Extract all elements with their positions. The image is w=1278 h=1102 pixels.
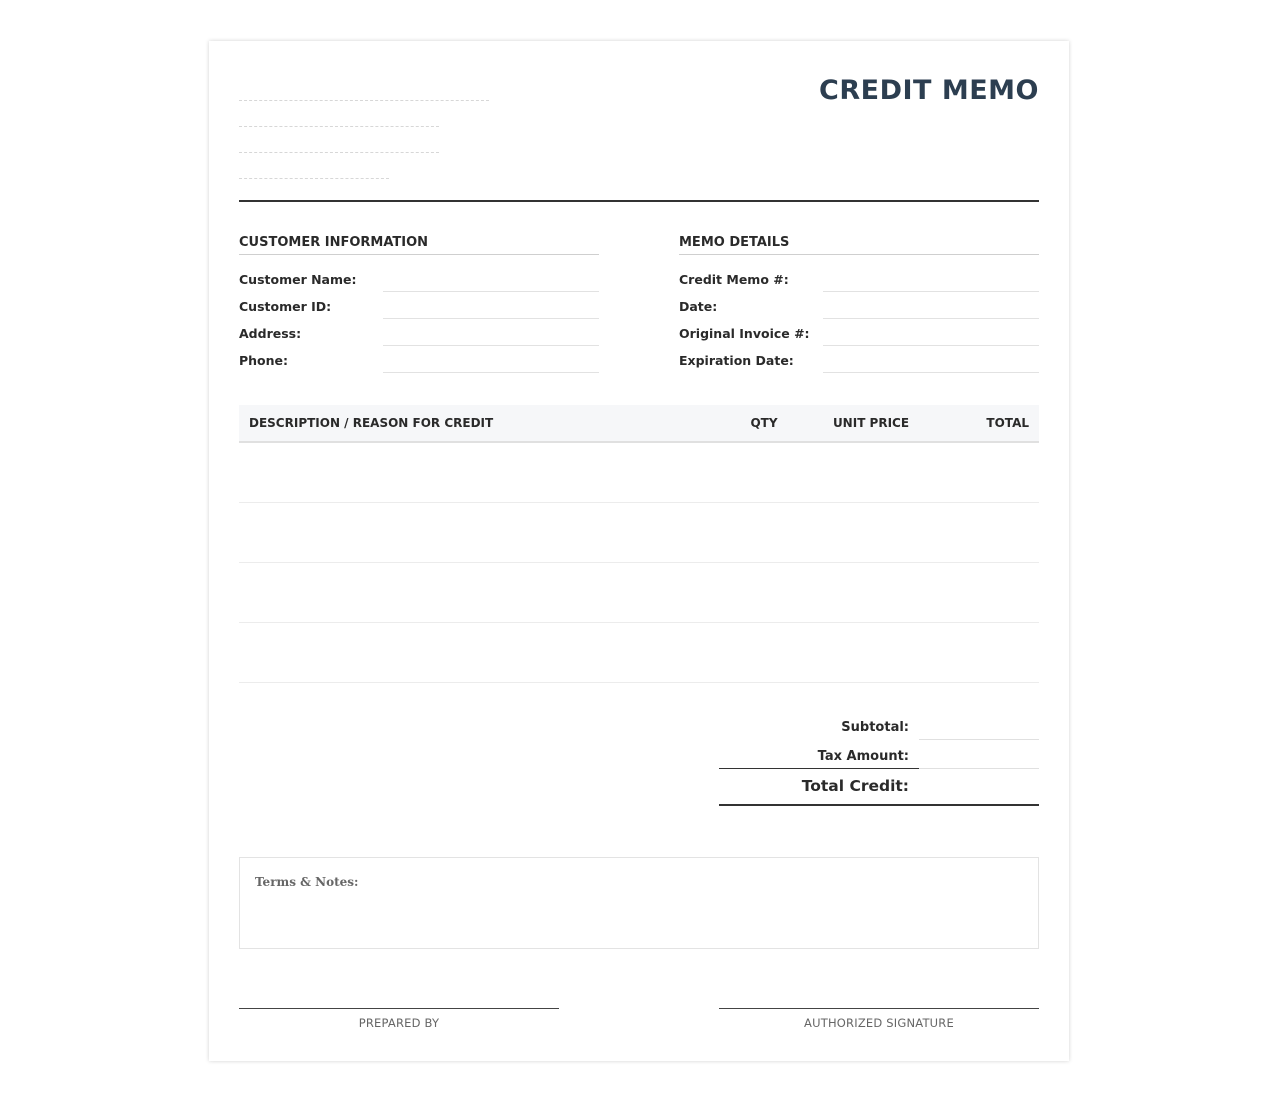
memo-details-heading: MEMO DETAILS <box>679 234 1039 255</box>
customer-address-label: Address: <box>239 326 302 341</box>
expiration-date-row <box>679 336 1039 368</box>
company-address-line[interactable] <box>239 126 439 127</box>
authorized-signature <box>719 1008 1039 1030</box>
tax-amount-label: Tax Amount: <box>817 749 909 764</box>
authorized-signature-line[interactable] <box>719 1008 1039 1009</box>
total-cell[interactable] <box>939 563 1039 623</box>
customer-id-row <box>239 282 599 314</box>
total-credit-row <box>719 769 1039 806</box>
company-name-line[interactable] <box>239 100 489 101</box>
customer-name-row <box>239 255 599 287</box>
description-cell[interactable] <box>239 503 725 563</box>
unit-price-cell[interactable] <box>803 623 939 683</box>
company-phone-line[interactable] <box>239 178 389 179</box>
qty-cell[interactable] <box>725 503 803 563</box>
unit-price-cell[interactable] <box>803 442 939 503</box>
customer-name-label: Customer Name: <box>239 272 357 287</box>
total-cell[interactable] <box>939 623 1039 683</box>
description-cell[interactable] <box>239 563 725 623</box>
customer-phone-label: Phone: <box>239 353 289 368</box>
expiration-date-field[interactable] <box>823 372 1039 373</box>
table-row <box>239 563 1039 623</box>
customer-information-section <box>239 234 599 368</box>
unit-price-cell[interactable] <box>803 563 939 623</box>
total-cell[interactable] <box>939 503 1039 563</box>
memo-details-section <box>679 234 1039 368</box>
qty-cell[interactable] <box>725 442 803 503</box>
original-invoice-row <box>679 309 1039 341</box>
table-row <box>239 623 1039 683</box>
tax-amount-row <box>719 740 1039 769</box>
unit-price-cell[interactable] <box>803 503 939 563</box>
credit-memo-number-label: Credit Memo #: <box>679 272 789 287</box>
unit-price-column-header: UNIT PRICE <box>803 405 939 442</box>
total-cell[interactable] <box>939 442 1039 503</box>
memo-date-row <box>679 282 1039 314</box>
terms-notes-label: Terms & Notes: <box>255 875 359 889</box>
page-content <box>239 41 1039 1061</box>
customer-information-heading: CUSTOMER INFORMATION <box>239 234 599 255</box>
credit-memo-page <box>209 41 1069 1061</box>
qty-column-header: QTY <box>725 405 803 442</box>
company-city-line[interactable] <box>239 152 439 153</box>
expiration-date-label: Expiration Date: <box>679 353 794 368</box>
total-column-header: TOTAL <box>939 405 1039 442</box>
original-invoice-label: Original Invoice #: <box>679 326 810 341</box>
total-credit-label: Total Credit: <box>801 777 909 795</box>
prepared-by-line[interactable] <box>239 1008 559 1009</box>
memo-date-label: Date: <box>679 299 718 314</box>
subtotal-row <box>719 711 1039 740</box>
prepared-by-label: PREPARED BY <box>358 1016 440 1030</box>
credit-items-table <box>239 405 1039 683</box>
qty-cell[interactable] <box>725 623 803 683</box>
totals-block <box>719 711 1039 806</box>
description-cell[interactable] <box>239 442 725 503</box>
credit-memo-number-row <box>679 255 1039 287</box>
header-divider <box>239 200 1039 202</box>
total-credit-field[interactable] <box>919 769 1039 804</box>
table-header-row <box>239 405 1039 442</box>
customer-phone-row <box>239 336 599 368</box>
authorized-signature-label: AUTHORIZED SIGNATURE <box>804 1016 954 1030</box>
description-column-header: DESCRIPTION / REASON FOR CREDIT <box>239 405 725 442</box>
terms-notes-box[interactable] <box>239 857 1039 949</box>
qty-cell[interactable] <box>725 563 803 623</box>
subtotal-label: Subtotal: <box>841 720 909 735</box>
customer-id-label: Customer ID: <box>239 299 332 314</box>
document-title: CREDIT MEMO <box>819 75 1039 106</box>
table-row <box>239 503 1039 563</box>
table-row <box>239 442 1039 503</box>
customer-phone-field[interactable] <box>383 372 599 373</box>
description-cell[interactable] <box>239 623 725 683</box>
prepared-by-signature <box>239 1008 559 1030</box>
customer-address-row <box>239 309 599 341</box>
